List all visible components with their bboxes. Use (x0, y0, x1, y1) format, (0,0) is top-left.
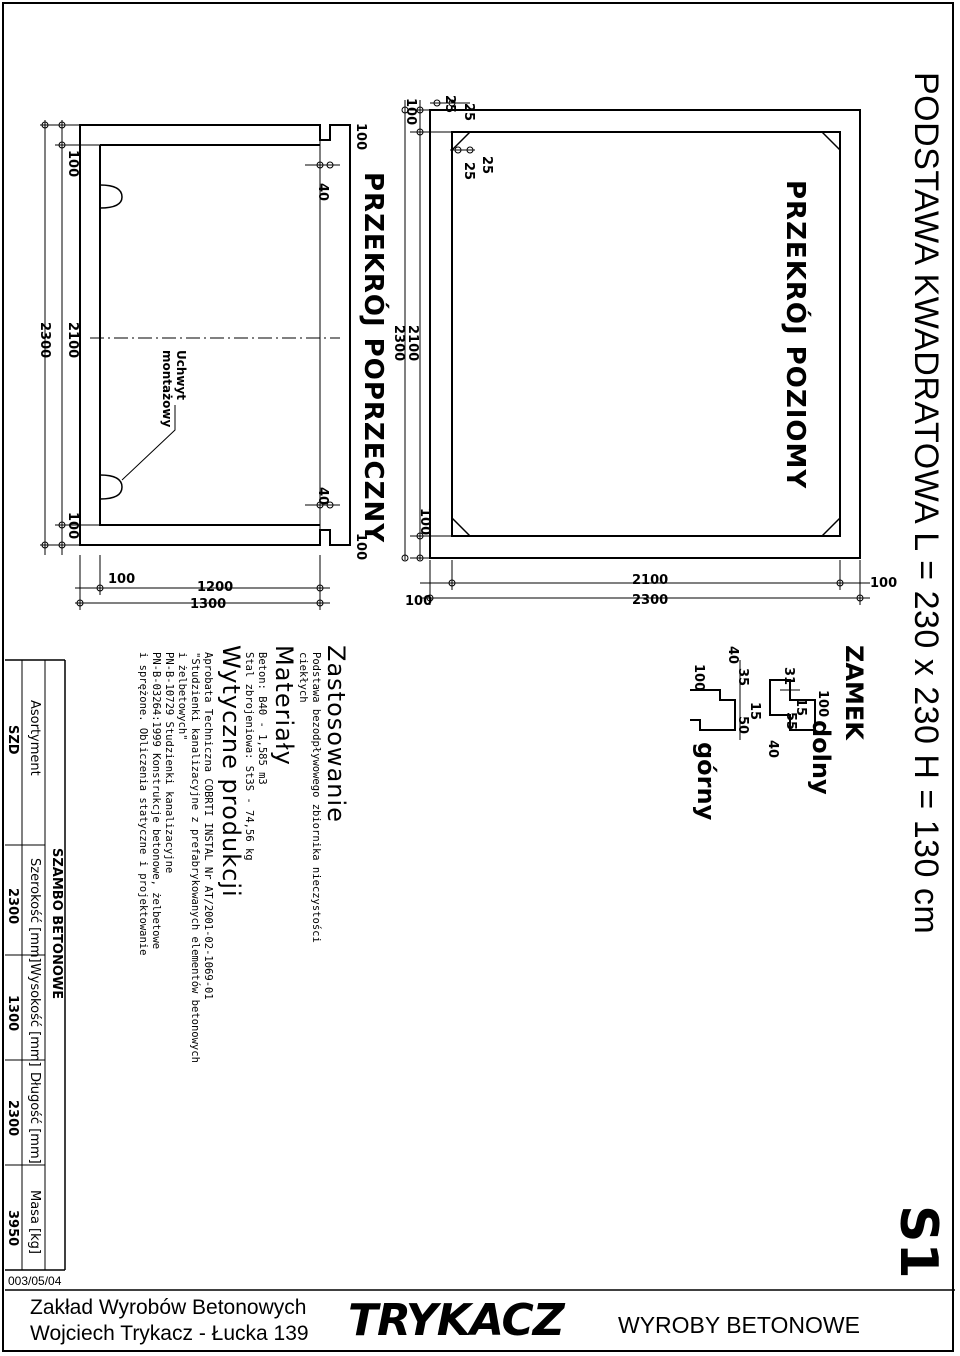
dim-label: 1300 (190, 597, 227, 612)
zastosowanie-heading: Zastosowanie (322, 645, 350, 823)
materialy-text: Beton: B40 - 1,585 m3 Stal zbrojeniowa: St3S - 74,56 kg (243, 652, 268, 861)
dim-label: 100 (353, 533, 368, 561)
dim-label: 40 (315, 183, 330, 202)
lock-upper-shape (690, 690, 735, 730)
company-logo: TRYKACZ (348, 1295, 564, 1346)
dim-label: 55 (783, 712, 798, 731)
dim-label: 2300 (391, 325, 406, 362)
table-cell: 1300 (5, 995, 20, 1032)
dim-label: 100 (691, 664, 706, 692)
table-cell: SZD (5, 725, 20, 755)
dim-label: 100 (353, 123, 368, 151)
company-name: Zakład Wyrobów Betonowych (30, 1296, 307, 1319)
dim-label: 25 (442, 95, 457, 114)
dim-label: 40 (315, 487, 330, 506)
dim-label: 100 (870, 576, 898, 591)
dim-label: 2100 (632, 573, 669, 588)
lock-title: ZAMEK (840, 645, 868, 740)
wytyczne-text: Aprobata Techniczna COBRTI INSTAL Nr AT/2001-02-1069-01 "Studzienki kanalizacyjne z prefabrykowanych elementów betonowych i żelbetowych" PN-B-10729 Studzienki kanalizacyjne PN-B-03264:1999 Konstrukcje betonowe, żelbetowe i sprężone. Obliczenia statyczne i projektowanie (137, 652, 214, 1063)
dim-label: 15 (747, 702, 762, 721)
company-owner: Wojciech Trykacz - Łucka 139 (30, 1322, 309, 1345)
date: 003/05/04 (8, 1274, 62, 1288)
company-tagline: WYROBY BETONOWE (618, 1312, 860, 1338)
table-header: Masa [kg] (27, 1190, 42, 1254)
horizontal-section-title: PRZEKRÓJ POZIOMY (780, 180, 810, 490)
table-header: Długość [mm] (27, 1072, 42, 1164)
table-header: Wysokość [mm] (27, 963, 42, 1067)
dim-label: 100 (417, 508, 432, 536)
dim-label: 100 (405, 594, 433, 609)
dim-label: 100 (403, 98, 418, 126)
dim-label: 2300 (37, 322, 52, 359)
table-header: Asortyment (27, 700, 42, 776)
zastosowanie-text: Podstawa bezodpływowego zbiornika nieczystości ciekłych (297, 652, 322, 943)
table-cell: 2300 (5, 1100, 20, 1137)
wytyczne-heading: Wytyczne produkcji (217, 645, 245, 898)
dim-label: 2100 (65, 322, 80, 359)
dim-label: 25 (461, 162, 476, 181)
dim-label: 1200 (197, 580, 234, 595)
dim-label: 35 (735, 668, 750, 687)
dim-label: 2300 (632, 593, 669, 608)
dim-label: 25 (479, 156, 494, 175)
page-title: PODSTAWA KWADRATOWA L = 230 x 230 H = 130 cm (907, 72, 945, 935)
table-cell: 2300 (5, 888, 20, 925)
lock-lower-label: dolny (807, 720, 835, 795)
table-group-title: SZAMBO BETONOWE (49, 848, 64, 1000)
dim-label: 25 (461, 103, 476, 122)
table-cell: 3950 (5, 1210, 20, 1247)
dim-label: 40 (765, 740, 780, 759)
dim-label: 100 (108, 572, 136, 587)
lock-upper-label: górny (692, 742, 720, 821)
materialy-heading: Materiały (270, 645, 298, 766)
dim-label: 40 (725, 646, 740, 665)
dim-label: 31 (781, 667, 796, 686)
dim-label: 100 (65, 512, 80, 540)
table-header: Szerokość [mm] (27, 858, 42, 963)
dim-label: 2100 (405, 325, 420, 362)
dim-label: 50 (735, 716, 750, 735)
handle-label: Uchwyt montażowy (160, 350, 188, 428)
dim-label: 100 (65, 150, 80, 178)
dim-label: 100 (815, 690, 830, 718)
dim-label: 15 (793, 698, 808, 717)
cross-section-title: PRZEKRÓJ POPRZECZNY (358, 172, 388, 544)
sheet-code: S1 (888, 1205, 948, 1279)
